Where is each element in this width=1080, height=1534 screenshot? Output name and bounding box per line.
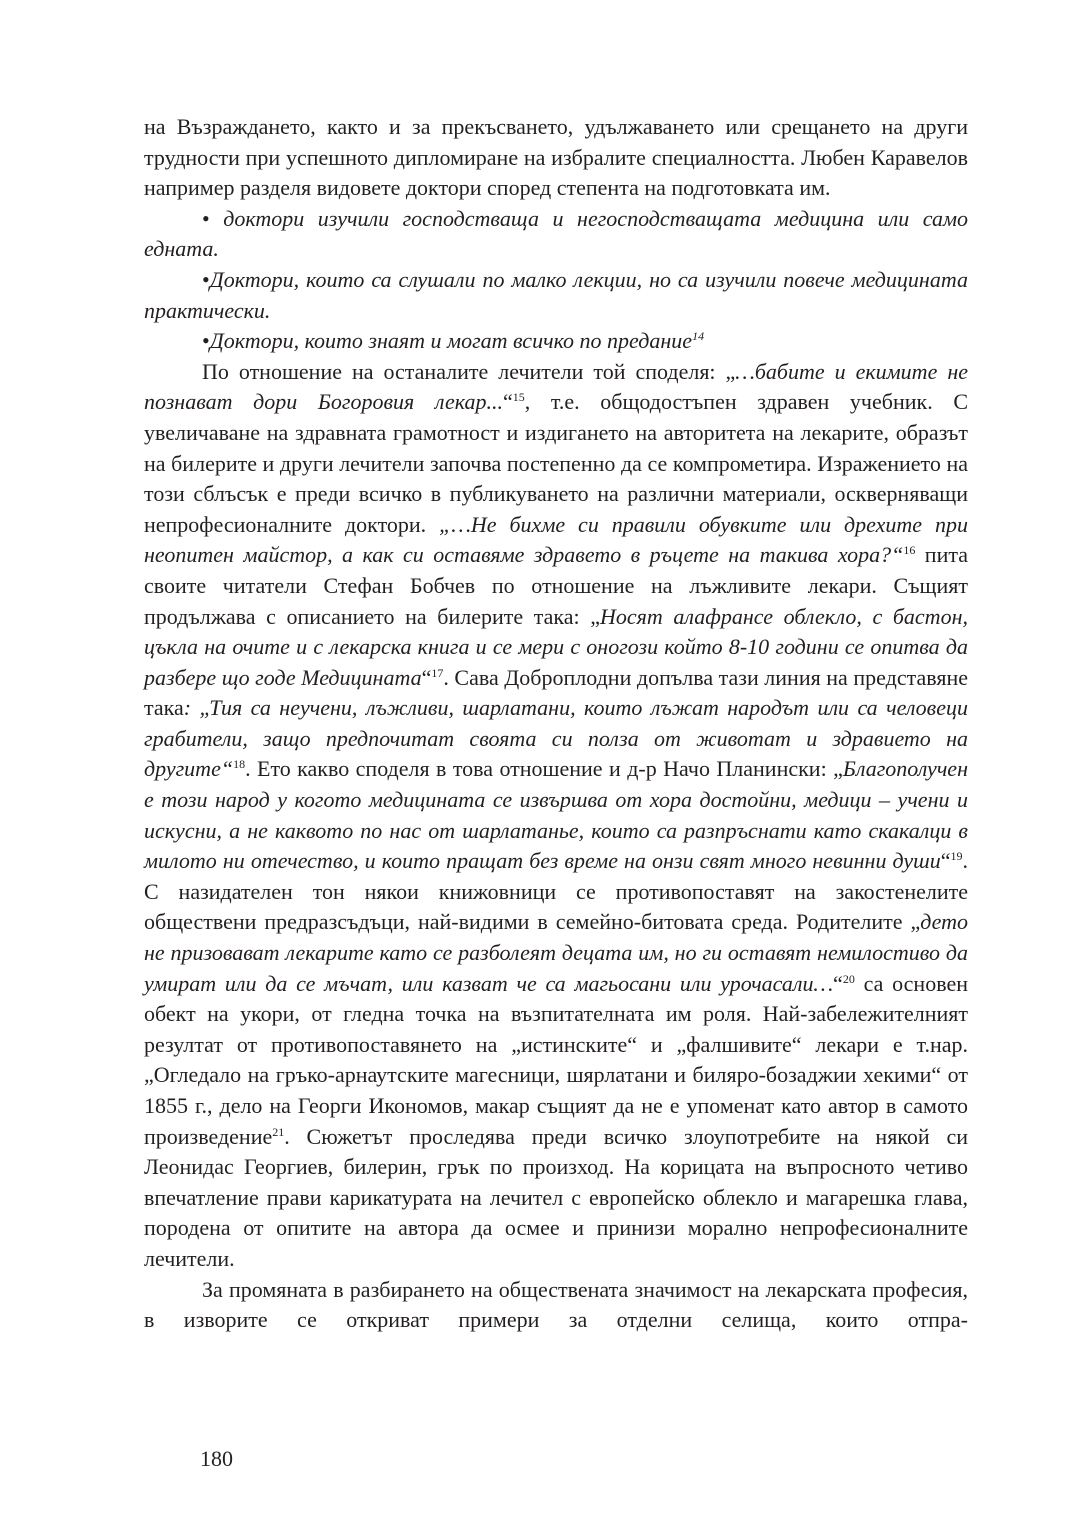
text-run: “ xyxy=(421,664,432,690)
text-run: . Ето какво споделя в това отношение и д-р Начо Планински: „ xyxy=(245,756,843,782)
page-number: 180 xyxy=(200,1446,233,1471)
text-run: “ xyxy=(940,848,951,874)
paragraph-main xyxy=(144,357,968,1275)
quote-run: Носят алафрансе облекло, с бастон, цъкла на очите и с лекарска книга и се мери с оногози който 8-10 години се опитва да разбере що годе Медицината xyxy=(144,603,968,690)
page-body xyxy=(144,112,968,1336)
text-run: “ xyxy=(503,389,513,415)
bullet-item-2 xyxy=(144,265,968,326)
quote-run: …бабите и екимите не познават дори Богоровия лекар... xyxy=(144,358,968,415)
bullet-marker: • xyxy=(202,266,210,292)
text-run: По отношение на останалите лечители той споделя: „ xyxy=(202,358,736,384)
bullet-text-1: доктори изучили господстваща и негосподстващата медицина или само едната. xyxy=(144,205,968,262)
footnote-ref-20: 20 xyxy=(842,971,855,986)
quote-run: : „Тия са неучени, лъжливи, шарлатани, които лъжат народът или са человеци грабители, защо предпочитат своята си полза от животат и здравието на другите“ xyxy=(144,695,968,782)
bullet-text-3: Доктори, които знаят и могат всичко по предание xyxy=(209,328,693,354)
footnote-ref-16: 16 xyxy=(903,543,916,558)
footnote-ref-19: 19 xyxy=(950,849,963,864)
bullet-item-3 xyxy=(144,326,968,357)
bullet-text-2: Доктори, които са слушали по малко лекции, но са изучили повече медицината практически. xyxy=(144,266,968,323)
quote-run: дето не призовават лекарите като се разболеят децата им, но ги оставят немилостиво да умират или да се мъчат, или казват че са магьосани или урочасали… xyxy=(144,909,968,996)
paragraph-closing: За промяната в разбирането на обществената значимост на лекарската професия, в изворите се откриват примери за отделни селища, които отпра- xyxy=(144,1276,968,1333)
quote-run: Благополучен е този народ у когото медицината се извършва от хора достойни, медици – учени и искусни, а не каквото по нас от шарлатанье, които са разпръснати като скакалци в милото ни отечество, и които пращат без време на онзи свят много невинни души xyxy=(144,756,968,874)
footnote-ref-14: 14 xyxy=(692,329,705,344)
text-run: . Сюжетът проследява преди всичко злоупотребите на някой си Леонидас Георгиев, билерин, грък по произход. На корицата на въпросното четиво впечатление прави карикатурата на лечител с европейско облекло и магарешка глава, породена от опитите на автора да осмее и принизи морално непрофесионалните лечители. xyxy=(144,1123,968,1271)
bullet-item-1 xyxy=(144,204,968,265)
text-run: , т.е. общодостъпен здравен учебник. С увеличаване на здравната грамотност и издигането на авторитета на лекарите, образът на билерите и други лечители започва постепенно да се компрометира. Изражението на този сблъсък е преди всичко в публикуването на различни материали, оскверняващи непрофесионалните доктори. xyxy=(144,389,969,537)
footnote-ref-15: 15 xyxy=(512,390,525,405)
text-run: . С назидателен тон някои книжовници се противопоставят на закостенелите обществени предразсъдъци, най-видими в семейно-битовата среда. Родителите „ xyxy=(144,848,968,935)
footnote-ref-21: 21 xyxy=(272,1124,285,1139)
bullet-marker: • xyxy=(202,205,210,231)
footnote-ref-18: 18 xyxy=(233,757,246,772)
footnote-ref-17: 17 xyxy=(431,665,444,680)
text-run: “ xyxy=(833,970,843,996)
paragraph-intro: на Възраждането, както и за прекъсването, удължаването или срещането на други трудности при успешното дипломиране на избралите специалността. Любен Каравелов например разделя видовете доктори според степента на подготовката им. xyxy=(144,114,968,201)
text-run: са основен обект на укори, от гледна точка на възпитателната им роля. Най-забележителният резултат от противопоставянето на „истинските“ и „фалшивите“ лекари е т.нар. „Огледало на гръко-арнаутските магесници, шярлатани и биляро-бозаджии хекими“ от 1855 г., дело на Георги Икономов, макар същият да не е упоменат като автор в самото произведение xyxy=(144,970,969,1149)
text-run: пита своите читатели Стефан Бобчев по отношение на лъжливите лекари. Същият продължава с описанието на билерите така: „ xyxy=(144,542,968,629)
text-run: . Сава Доброплодни допълва тази линия на представяне така xyxy=(144,664,968,721)
bullet-marker: • xyxy=(202,328,210,354)
quote-run: „…Не бихме си правили обувките или дрехите при неопитен майстор, а как си оставяме здравето в ръцете на такива хора?“ xyxy=(144,511,968,568)
